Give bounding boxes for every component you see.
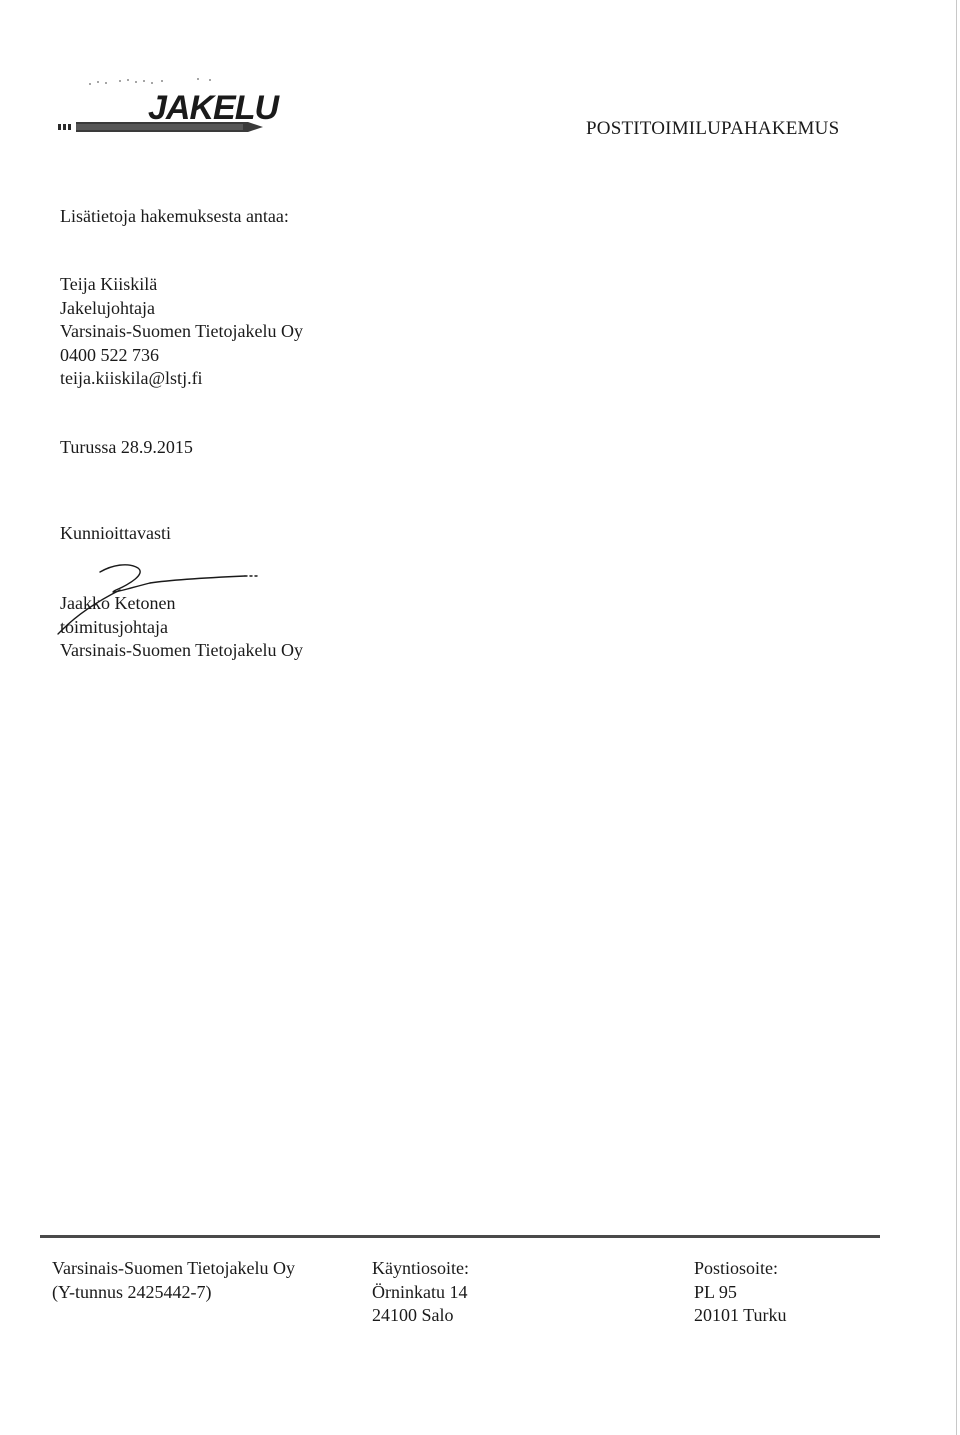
footer-company [52, 1257, 295, 1304]
contact-name: Teija Kiiskilä [60, 274, 158, 294]
visiting-address-label: Käyntiosoite: [372, 1258, 469, 1278]
signer-block [60, 592, 303, 663]
footer-company-name: Varsinais-Suomen Tietojakelu Oy [52, 1258, 295, 1278]
document-title: POSTITOIMILUPAHAKEMUS [586, 118, 840, 139]
closing-line [60, 522, 171, 546]
signer-title: toimitusjohtaja [60, 616, 168, 637]
intro-line: Lisätietoja hakemuksesta antaa: [60, 206, 289, 226]
date-text: Turussa 28.9.2015 [60, 437, 193, 457]
postal-address-box: PL 95 [694, 1281, 737, 1302]
contact-company: Varsinais-Suomen Tietojakelu Oy [60, 321, 303, 341]
intro-text [60, 205, 289, 229]
postal-address-city: 20101 Turku [694, 1305, 787, 1325]
visiting-address-street: Örninkatu 14 [372, 1281, 468, 1302]
page-edge [956, 0, 957, 1435]
footer-postal-address [694, 1257, 787, 1328]
contact-title: Jakelujohtaja [60, 297, 155, 318]
date-line [60, 436, 193, 460]
postal-address-label: Postiosoite: [694, 1258, 779, 1278]
jakelu-logo [58, 72, 288, 142]
footer-business-id: (Y-tunnus 2425442-7) [52, 1281, 212, 1302]
signer-company: Varsinais-Suomen Tietojakelu Oy [60, 640, 303, 660]
contact-email: teija.kiiskila@lstj.fi [60, 368, 203, 388]
closing-text: Kunnioittavasti [60, 523, 171, 543]
footer-divider [40, 1235, 880, 1238]
visiting-address-city: 24100 Salo [372, 1305, 454, 1325]
contact-block [60, 273, 303, 391]
footer-visiting-address [372, 1257, 469, 1328]
logo-text: JAKELU [148, 89, 279, 127]
signer-name: Jaakko Ketonen [60, 593, 176, 613]
contact-phone: 0400 522 736 [60, 344, 159, 365]
